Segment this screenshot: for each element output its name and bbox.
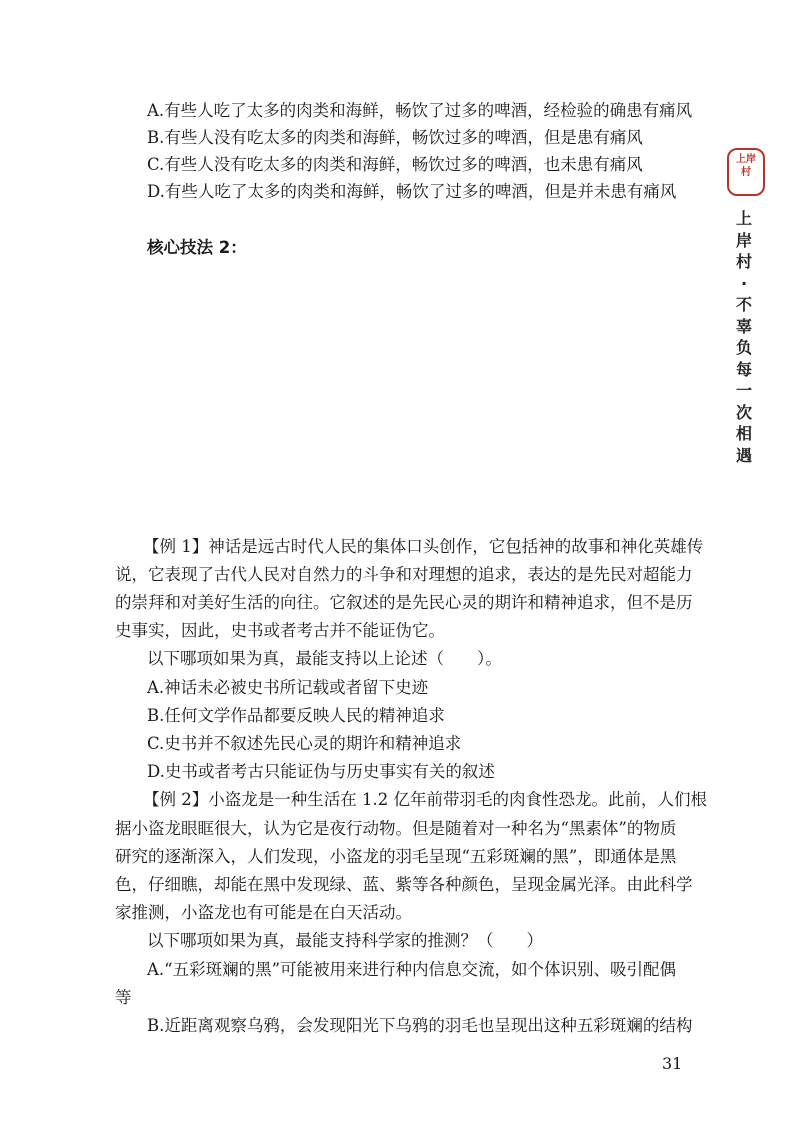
- brand-seal-text: 上岸村: [736, 154, 756, 178]
- example-1-option-d: D.史书或者考古只能证伪与历史事实有关的叙述: [147, 762, 495, 781]
- example-1-line-4: 史事实，因此，史书或者考古并不能证伪它。: [115, 621, 445, 640]
- example-2-line-5: 家推测，小盗龙也有可能是在白天活动。: [115, 903, 412, 922]
- example-1-option-c: C.史书并不叙述先民心灵的期许和精神追求: [147, 734, 462, 753]
- example-2-line-1: 【例 2】小盗龙是一种生活在 1.2 亿年前带羽毛的肉食性恐龙。此前，人们根: [143, 790, 707, 809]
- example-1-line-1: 【例 1】神话是远古时代人民的集体口头创作，它包括神的故事和神化英雄传: [143, 537, 704, 556]
- example-2-line-4: 色，仔细瞧，却能在黑中发现绿、蓝、紫等各种颜色，呈现金属光泽。由此科学: [115, 875, 693, 894]
- example-1-line-2: 说，它表现了古代人民对自然力的斗争和对理想的追求，表达的是先民对超能力: [115, 565, 693, 584]
- section-heading: 核心技法 2：: [147, 238, 247, 257]
- page-number: 31: [662, 1054, 683, 1073]
- option-d: D.有些人吃了太多的肉类和海鲜，畅饮了过多的啤酒，但是并未患有痛风: [147, 182, 677, 201]
- example-1-question: 以下哪项如果为真，最能支持以上论述（ ）。: [147, 649, 502, 668]
- example-1-line-3: 的崇拜和对美好生活的向往。它叙述的是先民心灵的期许和精神追求，但不是历: [115, 593, 693, 612]
- example-1-option-b: B.任何文学作品都要反映人民的精神追求: [147, 706, 445, 725]
- example-2-option-b: B.近距离观察乌鸦，会发现阳光下乌鸦的羽毛也呈现出这种五彩斑斓的结构: [147, 1016, 693, 1035]
- example-2-question: 以下哪项如果为真，最能支持科学家的推测？（ ）: [147, 931, 543, 950]
- example-2-option-a: A.“五彩斑斓的黑”可能被用来进行种内信息交流，如个体识别、吸引配偶: [147, 960, 677, 979]
- sidebar-slogan: 上岸村·不辜负每一次相遇: [735, 209, 752, 465]
- example-2-line-2: 据小盗龙眼眶很大，认为它是夜行动物。但是随着对一种名为“黑素体”的物质: [115, 819, 677, 838]
- brand-seal-logo: [727, 148, 765, 196]
- example-2-line-3: 研究的逐渐深入，人们发现，小盗龙的羽毛呈现“五彩斑斓的黑”，即通体是黑: [115, 847, 677, 866]
- option-c: C.有些人没有吃太多的肉类和海鲜，畅饮过多的啤酒，也未患有痛风: [147, 155, 643, 174]
- example-1-option-a: A.神话未必被史书所记载或者留下史迹: [147, 678, 429, 697]
- example-2-option-a-cont: 等: [115, 988, 132, 1007]
- option-b: B.有些人没有吃太多的肉类和海鲜，畅饮过多的啤酒，但是患有痛风: [147, 128, 643, 147]
- option-a: A.有些人吃了太多的肉类和海鲜，畅饮了过多的啤酒，经检验的确患有痛风: [147, 101, 693, 120]
